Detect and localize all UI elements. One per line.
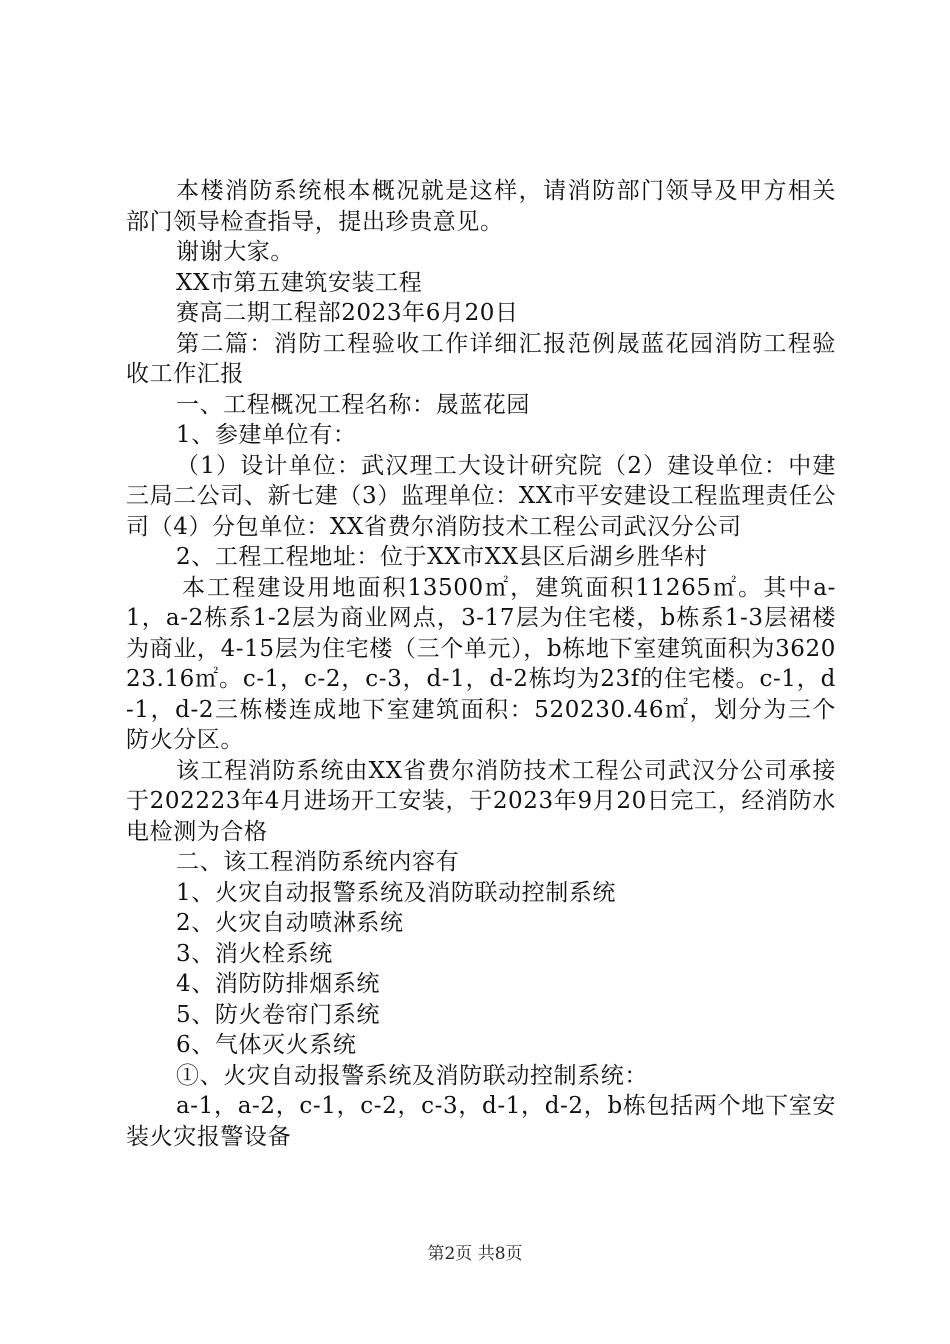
system-item-1: 1、火灾自动报警系统及消防联动控制系统 <box>176 879 617 906</box>
construction-schedule-paragraph: 该工程消防系统由XX省费尔消防技术工程公司武汉分公司承接于202223年4月进场开工安装，于2023年9月20日完工，经消防水电检测为合格 <box>126 757 836 845</box>
system-item-2: 2、火灾自动喷淋系统 <box>176 910 404 936</box>
project-address: 2、工程工程地址：位于XX市XX县区后湖乡胜华村 <box>176 544 708 570</box>
closing-paragraph: 本楼消防系统根本概况就是这样，请消防部门领导及甲方相关部门领导检查指导，提出珍贵意见。 <box>126 178 836 235</box>
department-date-line: 赛高二期工程部2023年6月20日 <box>176 300 519 326</box>
systems-heading: 二、该工程消防系统内容有 <box>176 849 460 875</box>
section-heading-part-two: 第二篇：消防工程验收工作详细汇报范例晟蓝花园消防工程验收工作汇报 <box>126 330 836 387</box>
system-item-4: 4、消防防排烟系统 <box>176 971 381 997</box>
thanks-line: 谢谢大家。 <box>176 239 294 265</box>
alarm-system-subheading: ①、火灾自动报警系统及消防联动控制系统： <box>176 1062 648 1089</box>
alarm-install-paragraph: a-1，a-2，c-1，c-2，c-3，d-1，d-2，b栋包括两个地下室安装火灾报警设备 <box>126 1093 836 1150</box>
participants-paragraph: （1）设计单位：武汉理工大设计研究院（2）建设单位：中建三局二公司、新七建（3）监理单位：XX市平安建设工程监理责任公司（4）分包单位：XX省费尔消防技术工程公司武汉分公司 <box>126 452 836 540</box>
system-item-6: 6、气体灭火系统 <box>176 1032 357 1058</box>
system-item-3: 3、消火栓系统 <box>176 940 333 967</box>
project-overview-heading: 一、工程概况工程名称：晟蓝花园 <box>176 391 530 418</box>
participants-heading: 1、参建单位有： <box>176 422 357 448</box>
project-area-paragraph: 本工程建设用地面积13500㎡，建筑面积11265㎡。其中a-1，a-2栋系1-2层为商业网点，3-17层为住宅楼，b栋系1-3层裙楼为商业，4-15层为住宅楼（三个单元），b栋地下室建筑面积为362023.16㎡。c-1，c-2，c-3，d-1，d-2栋均为23f的住宅楼。c-1，d-1，d-2三栋楼连成地下室建筑面积：520230.46㎡，划分为三个防火分区。 <box>126 574 836 753</box>
company-signature: XX市第五建筑安装工程 <box>176 269 423 296</box>
document-body <box>126 176 836 1152</box>
system-item-5: 5、防火卷帘门系统 <box>176 1001 381 1028</box>
page-footer: 第2页 共8页 <box>427 1244 523 1264</box>
